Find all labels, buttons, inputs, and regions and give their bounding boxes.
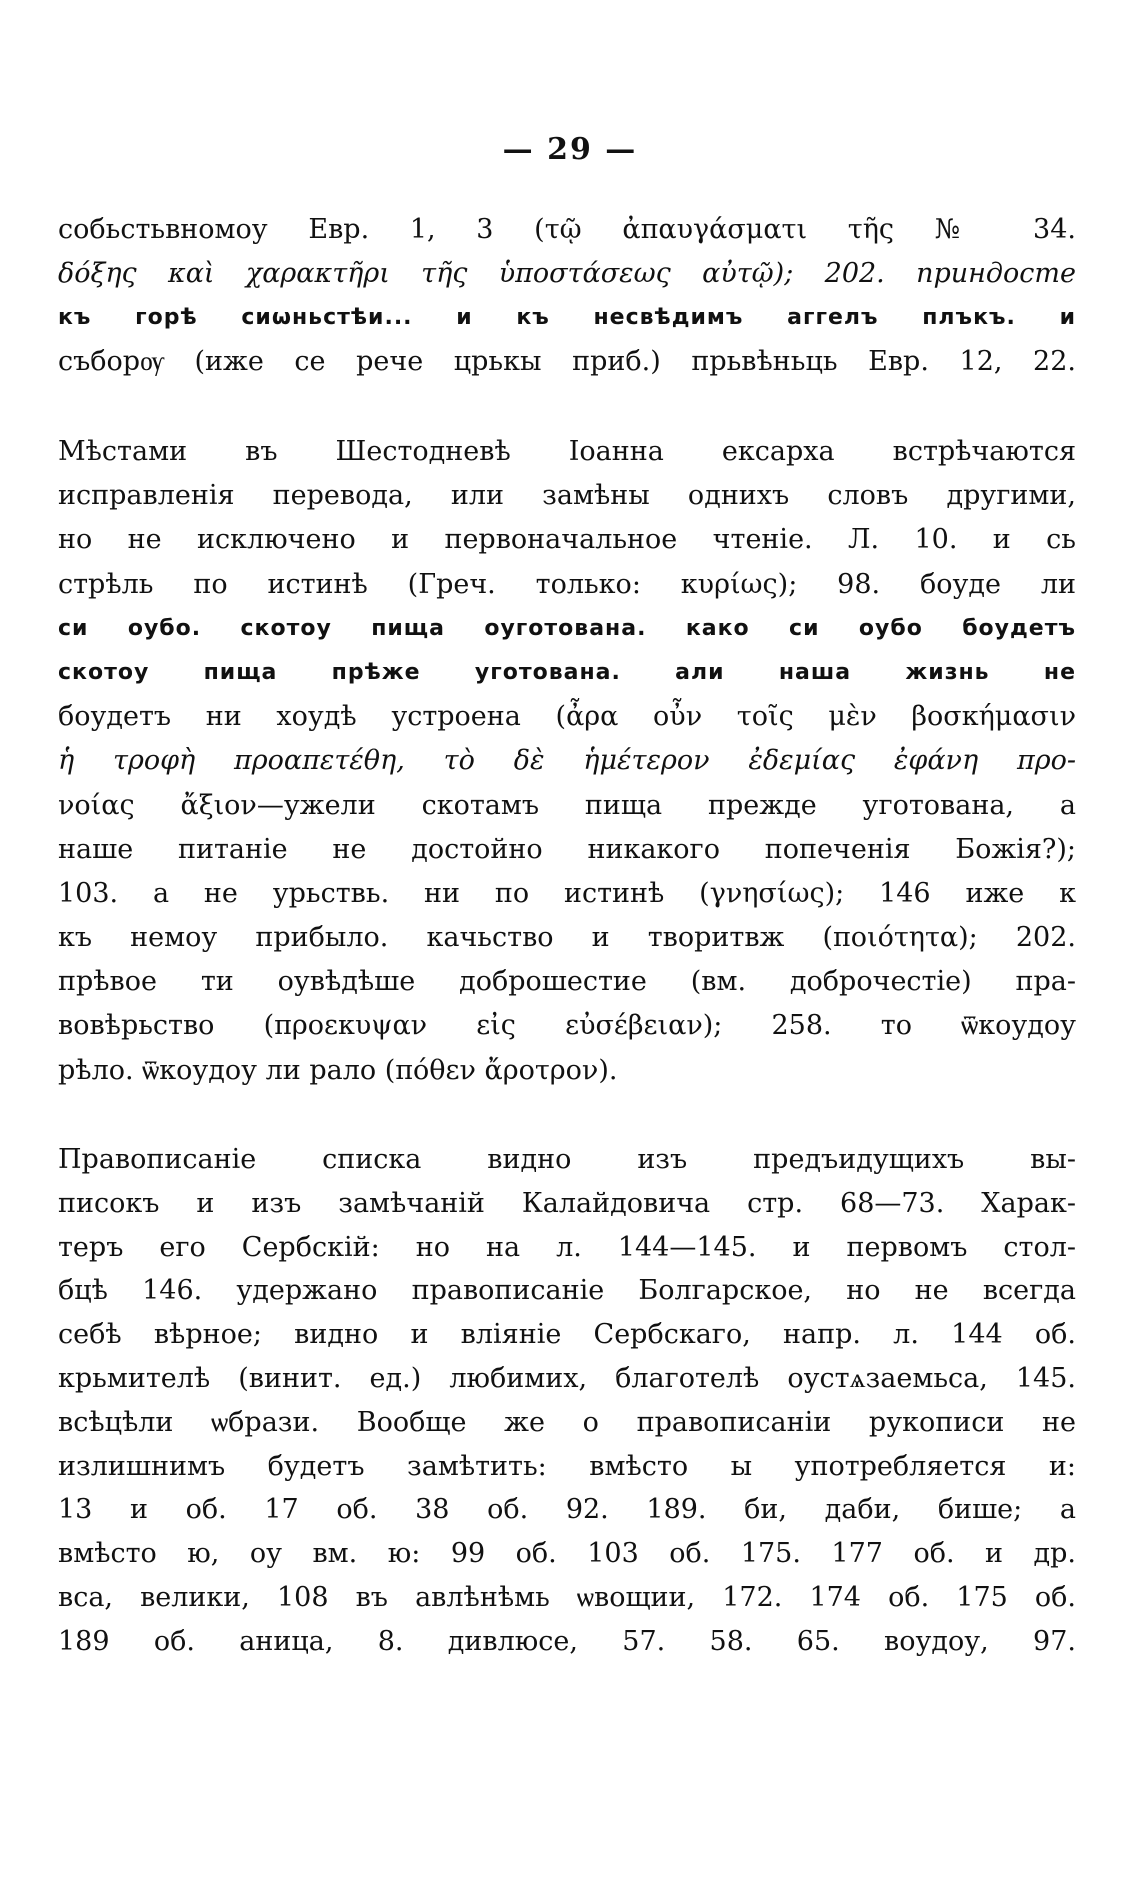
text-line: боудетъ ни хоудѣ устроена (ἆρα οὖν τοῖς μὲν βοσκήμασιν bbox=[58, 701, 1076, 733]
paragraph-orthography bbox=[58, 1138, 1076, 1664]
text-line: къ горѣ сиѡньстѣи... и къ несвѣдимъ аггелъ плъкъ. и bbox=[58, 305, 1076, 330]
paragraph-continuation bbox=[58, 208, 1076, 384]
text-line: рѣло. ѿкоудоу ли рало (πόθεν ἄροτρον). bbox=[58, 1054, 618, 1086]
text-line: бцѣ 146. удержано правописаніе Болгарское, но не всегда bbox=[58, 1275, 1076, 1307]
text-line: ἡ τροφὴ προαπετέθη, τὸ δὲ ἡμέτερον ἐδεμίας ἐφάνη προ- bbox=[58, 745, 1076, 777]
text-line: скотоу пища прѣже уготована. али наша жизнь не bbox=[58, 659, 1076, 685]
text-line: вовѣрьство (προεκυψαν εἰς εὐσέβειαν); 258. то ѿкоудоу bbox=[58, 1010, 1076, 1042]
text-line: стрѣль по истинѣ (Греч. только: κυρίως); 98. боуде ли bbox=[58, 568, 1076, 600]
text-line: всѣцѣли ѡбрази. Вообще же о правописаніи рукописи не bbox=[58, 1406, 1076, 1438]
text-line: 13 и об. 17 об. 38 об. 92. 189. би, даби, бише; а bbox=[58, 1494, 1076, 1526]
text-line: собьстьвномоу Евр. 1, 3 (τῷ ἀπαυγάσματι τῆς № 34. bbox=[58, 214, 1076, 245]
text-line: крьмителѣ (винит. ед.) любимих, благотелѣ оустѧзаемьса, 145. bbox=[58, 1362, 1076, 1394]
text-line: си оубо. скотоу пища оуготована. како си оубо боудетъ bbox=[58, 615, 1076, 641]
page-number: — 29 — bbox=[502, 132, 638, 167]
text-line: νοίας ἄξιον—ужели скотамъ пища прежде уготована, а bbox=[58, 789, 1076, 821]
text-line: писокъ и изъ замѣчаній Калайдовича стр. 68—73. Харак- bbox=[58, 1187, 1076, 1219]
paragraph-corrections bbox=[58, 430, 1076, 1093]
text-line: вмѣсто ю, оу вм. ю: 99 об. 103 об. 175. 177 об. и др. bbox=[58, 1538, 1076, 1570]
text-line: съборѹ (иже се рече црькы приб.) прьвѣньць Евр. 12, 22. bbox=[58, 346, 1076, 377]
text-line: наше питаніе не достойно никакого попеченія Божія?); bbox=[58, 833, 1076, 865]
text-line: но не исключено и первоначальное чтеніе. Л. 10. и сь bbox=[58, 524, 1076, 556]
text-line: 189 об. аница, 8. дивлюсе, 57. 58. 65. воудоу, 97. bbox=[58, 1625, 1076, 1657]
text-line: исправленія перевода, или замѣны однихъ словъ другими, bbox=[58, 480, 1076, 512]
text-line: вса, велики, 108 въ авлѣнѣмь ѡвощии, 172. 174 об. 175 об. bbox=[58, 1581, 1076, 1613]
text-line: излишнимъ будетъ замѣтить: вмѣсто ы употребляется и: bbox=[58, 1450, 1076, 1482]
text-line: Правописаніе списка видно изъ предъидущихъ вы- bbox=[58, 1144, 1076, 1175]
text-line: δόξης καὶ χαρακτῆρι τῆς ὑποστάσεως αὐτῷ); 202. приндосте bbox=[58, 258, 1076, 289]
text-line: прѣвое ти оувѣдѣше доброшестие (вм. доброчестіе) пра- bbox=[58, 966, 1076, 998]
text-line: 103. а не урьствь. ни по истинѣ (γνησίως); 146 иже к bbox=[58, 877, 1076, 909]
text-line: теръ его Сербскій: но на л. 144—145. и первомъ стол- bbox=[58, 1231, 1076, 1263]
text-line: себѣ вѣрное; видно и вліяніе Сербскаго, напр. л. 144 об. bbox=[58, 1319, 1076, 1351]
text-line: къ немоу прибыло. качьство и творитвж (ποιότητα); 202. bbox=[58, 922, 1076, 954]
text-line: Мѣстами въ Шестодневѣ Іоанна ексарха встрѣчаются bbox=[58, 436, 1076, 467]
